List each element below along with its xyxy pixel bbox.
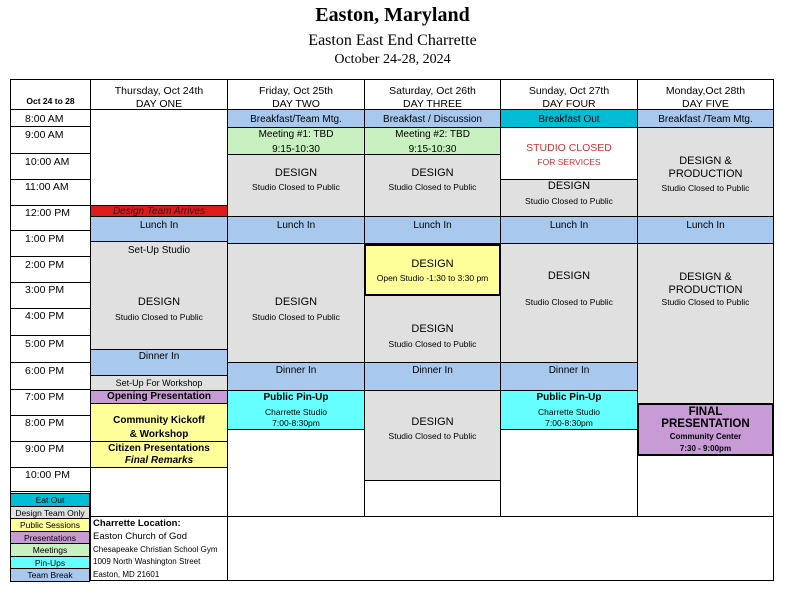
fri-design-block: [227, 154, 365, 217]
thu-open-morning: [90, 109, 228, 206]
time-row: [10, 179, 91, 206]
mon-design2-b: PRODUCTION: [668, 284, 743, 296]
day-label: DAY ONE: [135, 98, 183, 110]
mon-design-sub: Studio Closed to Public: [661, 183, 750, 193]
sun-pinup-loc: Charrette Studio: [538, 406, 600, 417]
mon-final-b: PRESENTATION: [661, 418, 750, 430]
time-row: [10, 441, 91, 468]
time-label: 3:00 PM: [25, 284, 65, 296]
sat-design2-sub: Studio Closed to Public: [388, 339, 477, 349]
mon-design2-sub: Studio Closed to Public: [661, 297, 750, 307]
time-label: 6:00 PM: [25, 365, 65, 377]
time-label: 9:00 AM: [25, 129, 64, 141]
time-label: 8:00 PM: [25, 417, 65, 429]
fri-lunch: Lunch In: [227, 216, 365, 244]
legend-presentations: Presentations: [10, 531, 90, 545]
sat-design: DESIGN: [411, 167, 454, 179]
mon-design-block: [637, 127, 774, 217]
location-heading: Charrette Location:: [93, 518, 181, 529]
sun-design2-block: [500, 243, 638, 363]
legend-meetings: Meetings: [10, 543, 90, 557]
sun-design2-sub: Studio Closed to Public: [525, 297, 613, 307]
sun-pinup-block: [500, 390, 638, 430]
sun-open-evening: [500, 429, 638, 517]
sat-lunch: Lunch In: [364, 216, 501, 244]
mon-breakfast: Breakfast /Team Mtg.: [637, 109, 774, 128]
time-label: 1:00 PM: [25, 233, 65, 245]
location-building: Chesapeake Christian School Gym: [93, 545, 218, 554]
sat-design-sub: Studio Closed to Public: [388, 182, 477, 192]
location-street: 1009 North Washington Street: [93, 557, 201, 566]
sun-design-block: [500, 179, 638, 217]
thu-setup-studio: Set-Up Studio: [127, 245, 191, 256]
event-dates: October 24-28, 2024: [334, 52, 451, 67]
sun-design: DESIGN: [547, 180, 591, 192]
sun-design2: DESIGN: [547, 270, 591, 282]
time-label: 7:00 PM: [25, 391, 65, 403]
time-row: [10, 467, 91, 492]
fri-open-evening: [227, 429, 365, 517]
location-name: Easton Church of God: [93, 531, 187, 542]
time-row: [10, 282, 91, 309]
day-date: Thursday, Oct 24th: [114, 85, 204, 97]
time-row: [10, 109, 91, 127]
thu-kickoff: Community Kickoff: [113, 415, 205, 426]
day-date: Monday,Oct 28th: [665, 85, 746, 97]
sat-design3-sub: Studio Closed to Public: [388, 431, 477, 441]
day-label: DAY TWO: [272, 98, 320, 110]
mon-final-time: 7:30 - 9:00pm: [679, 444, 732, 453]
mon-final-loc: Community Center: [669, 432, 742, 441]
fri-pinup-loc: Charrette Studio: [265, 406, 327, 417]
time-label: 2:00 PM: [25, 259, 65, 271]
sun-pinup-time: 7:00-8:30pm: [545, 418, 593, 429]
day-header-friday: [227, 79, 365, 110]
sat-design-block: [364, 154, 501, 217]
corner-cell: [10, 79, 91, 110]
sat-meeting-time: 9:15-10:30: [408, 143, 457, 155]
time-row: [10, 362, 91, 390]
legend-team-break: Team Break: [10, 568, 90, 582]
time-row: [10, 153, 91, 180]
time-row: [10, 308, 91, 336]
sun-dinner: Dinner In: [500, 362, 638, 391]
thu-workshop: & Workshop: [129, 429, 189, 440]
sat-design2-block: [364, 295, 501, 363]
sun-breakfast: Breakfast Out: [500, 109, 638, 128]
fri-breakfast: Breakfast/Team Mtg.: [227, 109, 365, 128]
page-subtitle: Easton East End Charrette: [308, 32, 477, 49]
day-header-sunday: [500, 79, 638, 110]
time-label: 12:00 PM: [25, 207, 70, 219]
time-label: 10:00 PM: [25, 469, 70, 481]
thu-final-remarks: Final Remarks: [124, 455, 194, 466]
thu-citizen-block: [90, 441, 228, 468]
day-date: Friday, Oct 25th: [259, 85, 333, 97]
thu-lunch: Lunch In: [90, 216, 228, 242]
day-date: Sunday, Oct 27th: [528, 85, 610, 97]
sat-open-evening: [364, 480, 501, 517]
fri-meeting-block: [227, 127, 365, 155]
day-header-thursday: [90, 79, 228, 110]
sun-closed: STUDIO CLOSED: [526, 142, 612, 154]
day-label: DAY FOUR: [542, 98, 596, 110]
fri-pinup-time: 7:00-8:30pm: [272, 418, 320, 429]
mon-design2: DESIGN &: [679, 271, 732, 283]
thu-citizen: Citizen Presentations: [108, 443, 210, 454]
page-title: Easton, Maryland: [315, 4, 470, 26]
fri-pinup-block: [227, 390, 365, 430]
time-row: [10, 389, 91, 416]
legend-public: Public Sessions: [10, 518, 90, 532]
fri-design2: DESIGN: [274, 296, 318, 308]
sun-closed-sub: FOR SERVICES: [537, 157, 601, 167]
thu-design: DESIGN: [137, 296, 181, 308]
fri-design-sub: Studio Closed to Public: [252, 182, 340, 192]
mon-lunch: Lunch In: [637, 216, 774, 244]
time-label: 9:00 PM: [25, 443, 65, 455]
fri-meeting-time: 9:15-10:30: [272, 143, 320, 155]
sat-open-studio-block: [364, 244, 501, 296]
thu-design-block: [90, 241, 228, 350]
sat-open-design: DESIGN: [411, 258, 454, 270]
thu-design-sub: Studio Closed to Public: [115, 312, 203, 322]
thu-open-evening: [90, 467, 228, 517]
sat-design3: DESIGN: [411, 416, 454, 428]
time-label: 4:00 PM: [25, 310, 65, 322]
time-label: 5:00 PM: [25, 338, 65, 350]
mon-final-block: [637, 403, 774, 456]
legend-design-team: Design Team Only: [10, 506, 90, 520]
blank-footer: [227, 516, 774, 581]
fri-meeting: Meeting #1: TBD: [258, 129, 334, 140]
day-header-saturday: [364, 79, 501, 110]
date-range-label: Oct 24 to 28: [26, 96, 75, 107]
sat-meeting-block: [364, 127, 501, 155]
sat-design3-block: [364, 390, 501, 481]
fri-design2-block: [227, 243, 365, 363]
legend-eat-out: Eat Out: [10, 493, 90, 507]
sun-closed-block: [500, 127, 638, 180]
thu-kickoff-block: [90, 403, 228, 442]
fri-pinup: Public Pin-Up: [263, 392, 329, 403]
thu-setup-workshop: Set-Up For Workshop: [90, 375, 228, 391]
time-row: [10, 256, 91, 283]
sun-design-sub: Studio Closed to Public: [525, 196, 613, 206]
legend-pinups: Pin-Ups: [10, 556, 90, 570]
sat-dinner: Dinner In: [364, 362, 501, 391]
time-row: [10, 205, 91, 231]
day-label: DAY FIVE: [682, 98, 729, 110]
time-label: 11:00 AM: [25, 181, 69, 193]
day-date: Saturday, Oct 26th: [389, 85, 476, 97]
fri-dinner: Dinner In: [227, 362, 365, 391]
location-city: Easton, MD 21601: [93, 570, 160, 579]
thu-team-arrives: Design Team Arrives: [90, 205, 228, 217]
day-header-monday: [637, 79, 774, 110]
thu-opening: Opening Presentation: [90, 390, 228, 404]
sat-meeting: Meeting #2: TBD: [395, 129, 470, 140]
time-row: [10, 230, 91, 257]
sun-lunch: Lunch In: [500, 216, 638, 244]
sat-open-sub: Open Studio -1:30 to 3:30 pm: [376, 273, 489, 283]
fri-design: DESIGN: [274, 167, 318, 179]
mon-open-evening: [637, 455, 774, 517]
mon-final: FINAL: [688, 406, 723, 418]
fri-design2-sub: Studio Closed to Public: [252, 312, 340, 322]
thu-dinner: Dinner In: [90, 349, 228, 376]
time-label: 8:00 AM: [25, 113, 64, 125]
day-label: DAY THREE: [403, 98, 462, 110]
sat-design2: DESIGN: [411, 323, 454, 335]
time-row: [10, 126, 91, 154]
mon-design: DESIGN &: [679, 155, 732, 167]
sat-breakfast: Breakfast / Discussion: [364, 109, 501, 128]
time-row: [10, 415, 91, 442]
time-row: [10, 335, 91, 363]
mon-design2-block: [637, 243, 774, 404]
sun-pinup: Public Pin-Up: [536, 392, 602, 403]
mon-design-b: PRODUCTION: [668, 168, 743, 180]
time-label: 10:00 AM: [25, 156, 70, 168]
